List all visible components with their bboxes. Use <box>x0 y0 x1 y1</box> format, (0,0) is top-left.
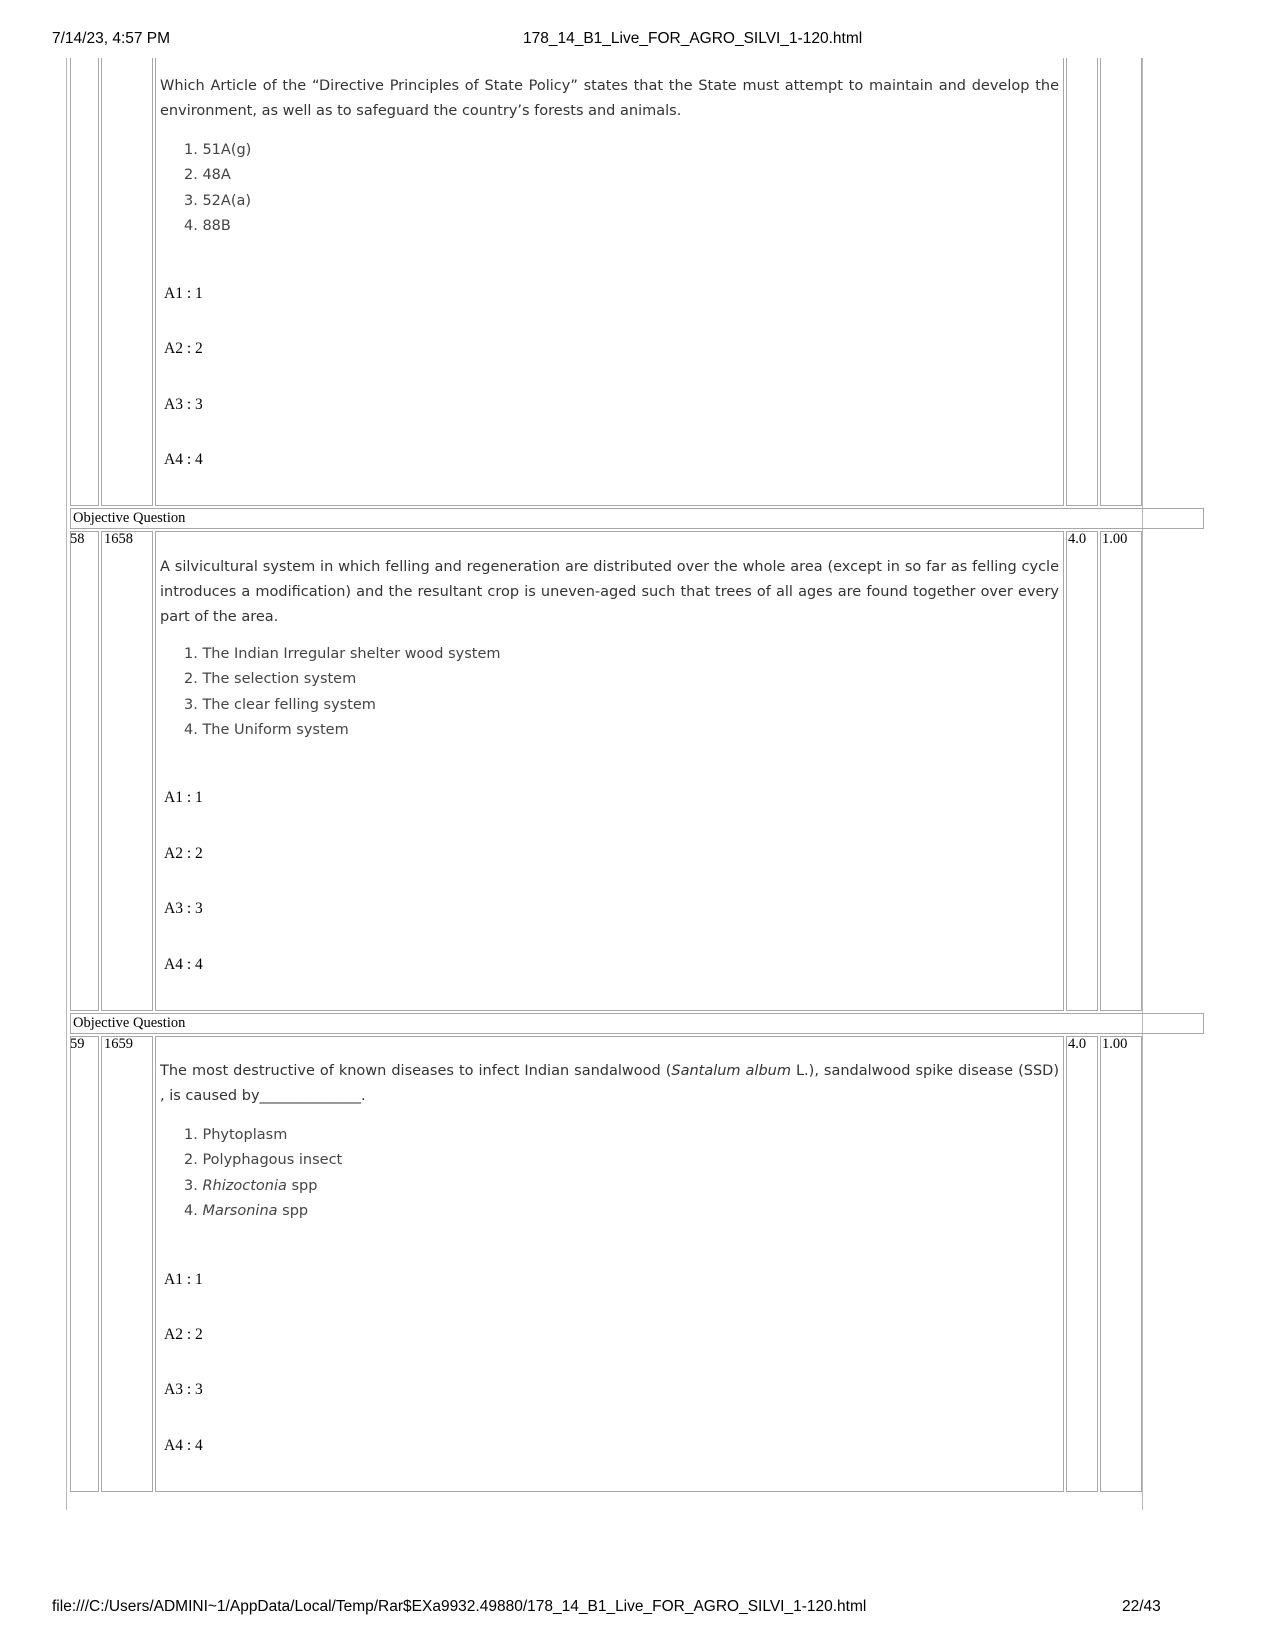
option-item: 3. 52A(a) <box>184 192 252 209</box>
answer-option-3: A3 : 3 <box>164 900 203 917</box>
serial-number: 58 <box>70 531 85 547</box>
question-text-end: L.), sandalwood spike disease (SSD) , is caused by______________. <box>160 1063 1059 1104</box>
negative-marks-cell <box>1100 531 1142 1011</box>
answer-option-1: A1 : 1 <box>164 1271 203 1288</box>
question-text-start: The most destructive of known diseases to infect Indian sandalwood ( <box>160 1063 672 1079</box>
question-body-cell <box>155 58 1064 506</box>
serial-cell <box>70 1036 99 1492</box>
answer-option-2: A2 : 2 <box>164 845 203 862</box>
answer-option-2: A2 : 2 <box>164 1326 203 1343</box>
question-id-cell <box>101 1036 153 1492</box>
table-outer-right-line <box>1142 58 1143 1510</box>
serial-number: 59 <box>70 1036 85 1052</box>
marks-value: 4.0 <box>1068 1036 1087 1052</box>
option-item: 1. 51A(g) <box>184 142 252 158</box>
table-outer-left-line <box>66 58 67 1510</box>
option-item: 3. The clear felling system <box>184 696 376 713</box>
print-doc-title: 178_14_B1_Live_FOR_AGRO_SILVI_1-120.html <box>523 30 863 47</box>
negative-marks-cell <box>1100 1036 1142 1492</box>
serial-cell <box>70 58 99 506</box>
options-list <box>184 138 251 239</box>
page-indicator: 22/43 <box>1122 1598 1161 1615</box>
negative-marks-cell <box>1100 58 1142 506</box>
option-item: 4. The Uniform system <box>184 721 349 738</box>
options-list <box>184 1123 342 1224</box>
question-text: Which Article of the “Directive Principles of State Policy” states that the State must attempt to maintain and develop the environment, as well as to safeguard the country’s forests and animals. <box>160 78 1059 119</box>
print-datetime: 7/14/23, 4:57 PM <box>52 30 171 47</box>
answer-option-3: A3 : 3 <box>164 396 203 413</box>
answer-option-1: A1 : 1 <box>164 285 203 302</box>
question-id: 1659 <box>104 1036 133 1052</box>
answer-option-4: A4 : 4 <box>164 956 203 973</box>
question-text: A silvicultural system in which felling and regeneration are distributed over the whole area (except in so far as felling cycle introduces a modification) and the resultant crop is uneven-aged such that trees of all ages are found together over every part of the area. <box>160 559 1059 625</box>
options-list <box>184 642 501 743</box>
serial-cell <box>70 531 99 1011</box>
answer-option-4: A4 : 4 <box>164 1437 203 1454</box>
print-file-path: file:///C:/Users/ADMINI~1/AppData/Local/Temp/Rar$EXa9932.49880/178_14_B1_Live_FOR_AGRO_SILVI_1-120.html <box>52 1598 867 1615</box>
section-header <box>70 508 1204 529</box>
negative-marks-value: 1.00 <box>1102 531 1128 547</box>
marks-cell <box>1066 531 1098 1011</box>
question-id-cell <box>101 58 153 506</box>
negative-marks-value: 1.00 <box>1102 1036 1128 1052</box>
species-name: Santalum album <box>671 1063 791 1079</box>
answer-option-3: A3 : 3 <box>164 1381 203 1398</box>
marks-cell <box>1066 58 1098 506</box>
section-label: Objective Question <box>73 510 186 526</box>
question-id: 1658 <box>104 531 133 547</box>
option-item: 2. Polyphagous insect <box>184 1152 343 1169</box>
answer-option-4: A4 : 4 <box>164 451 203 468</box>
option-item: 4. 88B <box>184 217 231 234</box>
option-item: 2. 48A <box>184 167 231 184</box>
marks-cell <box>1066 1036 1098 1492</box>
option-item: 2. The selection system <box>184 671 357 688</box>
option-item: 1. Phytoplasm <box>184 1127 288 1143</box>
option-item: 1. The Indian Irregular shelter wood system <box>184 646 501 662</box>
option-item: 4. Marsonina spp <box>184 1202 309 1219</box>
question-text <box>160 1059 1059 1109</box>
section-header <box>70 1013 1204 1034</box>
section-label: Objective Question <box>73 1015 186 1031</box>
marks-value: 4.0 <box>1068 531 1087 547</box>
option-item: 3. Rhizoctonia spp <box>184 1177 318 1194</box>
question-id-cell <box>101 531 153 1011</box>
answer-option-2: A2 : 2 <box>164 340 203 357</box>
answer-option-1: A1 : 1 <box>164 789 203 806</box>
